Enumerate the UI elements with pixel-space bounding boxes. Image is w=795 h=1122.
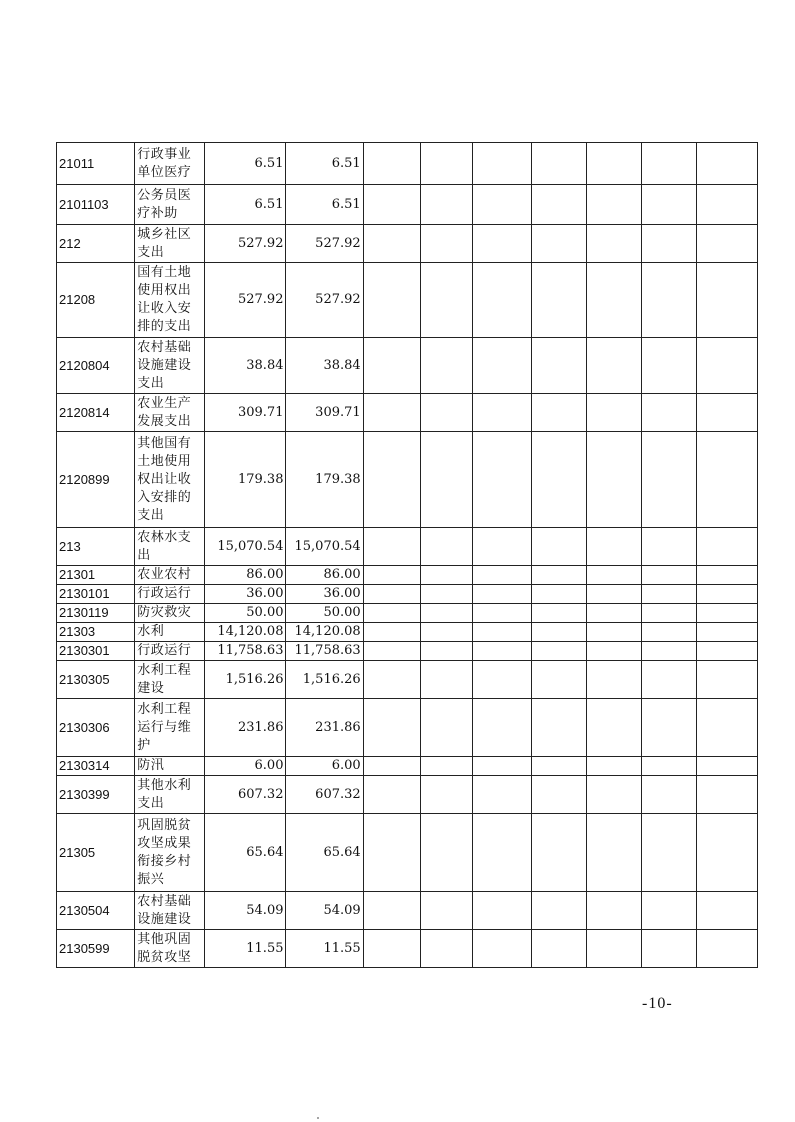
empty-cell <box>421 432 473 528</box>
subject-name-cell: 农业生产发展支出 <box>135 394 205 432</box>
empty-cell <box>697 661 758 699</box>
empty-cell <box>363 661 420 699</box>
empty-cell <box>421 757 473 776</box>
amount-general-cell: 527.92 <box>286 263 363 338</box>
amount-total-cell: 309.71 <box>205 394 286 432</box>
amount-general-cell: 38.84 <box>286 338 363 394</box>
amount-total-cell: 231.86 <box>205 699 286 757</box>
empty-cell <box>473 604 531 623</box>
table-body <box>57 143 758 968</box>
empty-cell <box>421 394 473 432</box>
empty-cell <box>421 930 473 968</box>
empty-cell <box>473 185 531 225</box>
amount-general-cell: 36.00 <box>286 585 363 604</box>
empty-cell <box>363 585 420 604</box>
empty-cell <box>363 432 420 528</box>
empty-cell <box>697 263 758 338</box>
amount-general-cell: 607.32 <box>286 776 363 814</box>
amount-total-cell: 14,120.08 <box>205 623 286 642</box>
empty-cell <box>642 699 697 757</box>
amount-total-cell: 6.51 <box>205 185 286 225</box>
subject-name-cell: 巩固脱贫攻坚成果衔接乡村振兴 <box>135 814 205 892</box>
empty-cell <box>473 143 531 185</box>
empty-cell <box>697 930 758 968</box>
empty-cell <box>473 394 531 432</box>
empty-cell <box>586 699 641 757</box>
empty-cell <box>642 394 697 432</box>
subject-name-cell: 防汛 <box>135 757 205 776</box>
subject-name-cell: 公务员医疗补助 <box>135 185 205 225</box>
empty-cell <box>642 225 697 263</box>
empty-cell <box>642 604 697 623</box>
empty-cell <box>531 776 586 814</box>
empty-cell <box>473 263 531 338</box>
empty-cell <box>421 263 473 338</box>
empty-cell <box>531 623 586 642</box>
amount-general-cell: 50.00 <box>286 604 363 623</box>
empty-cell <box>531 338 586 394</box>
empty-cell <box>363 642 420 661</box>
subject-name-cell: 农村基础设施建设 <box>135 892 205 930</box>
empty-cell <box>586 757 641 776</box>
amount-total-cell: 36.00 <box>205 585 286 604</box>
table-row <box>57 338 758 394</box>
empty-cell <box>642 585 697 604</box>
empty-cell <box>363 225 420 263</box>
empty-cell <box>531 263 586 338</box>
table-row <box>57 930 758 968</box>
empty-cell <box>421 642 473 661</box>
empty-cell <box>586 892 641 930</box>
empty-cell <box>697 892 758 930</box>
empty-cell <box>421 661 473 699</box>
amount-total-cell: 527.92 <box>205 225 286 263</box>
amount-total-cell: 1,516.26 <box>205 661 286 699</box>
empty-cell <box>531 185 586 225</box>
subject-name-cell: 农林水支出 <box>135 528 205 566</box>
empty-cell <box>642 757 697 776</box>
empty-cell <box>531 892 586 930</box>
empty-cell <box>586 776 641 814</box>
empty-cell <box>642 892 697 930</box>
empty-cell <box>473 930 531 968</box>
empty-cell <box>421 892 473 930</box>
empty-cell <box>531 642 586 661</box>
empty-cell <box>531 814 586 892</box>
empty-cell <box>473 757 531 776</box>
empty-cell <box>697 143 758 185</box>
empty-cell <box>697 225 758 263</box>
subject-code-cell: 2130399 <box>57 776 135 814</box>
empty-cell <box>473 432 531 528</box>
subject-code-cell: 21301 <box>57 566 135 585</box>
subject-code-cell: 2130314 <box>57 757 135 776</box>
empty-cell <box>473 566 531 585</box>
empty-cell <box>642 566 697 585</box>
subject-code-cell: 2130301 <box>57 642 135 661</box>
empty-cell <box>531 661 586 699</box>
subject-name-cell: 行政运行 <box>135 642 205 661</box>
empty-cell <box>697 623 758 642</box>
empty-cell <box>421 623 473 642</box>
empty-cell <box>363 930 420 968</box>
subject-code-cell: 2130306 <box>57 699 135 757</box>
empty-cell <box>363 892 420 930</box>
empty-cell <box>531 604 586 623</box>
empty-cell <box>586 604 641 623</box>
amount-total-cell: 607.32 <box>205 776 286 814</box>
empty-cell <box>473 623 531 642</box>
amount-total-cell: 11.55 <box>205 930 286 968</box>
subject-code-cell: 212 <box>57 225 135 263</box>
empty-cell <box>473 225 531 263</box>
table-row <box>57 604 758 623</box>
amount-general-cell: 179.38 <box>286 432 363 528</box>
empty-cell <box>586 432 641 528</box>
empty-cell <box>473 892 531 930</box>
subject-name-cell: 农村基础设施建设支出 <box>135 338 205 394</box>
empty-cell <box>697 585 758 604</box>
scan-speck <box>317 1117 319 1119</box>
empty-cell <box>697 394 758 432</box>
subject-name-cell: 其他水利支出 <box>135 776 205 814</box>
empty-cell <box>586 642 641 661</box>
subject-code-cell: 2130305 <box>57 661 135 699</box>
amount-total-cell: 179.38 <box>205 432 286 528</box>
empty-cell <box>586 185 641 225</box>
table-row <box>57 263 758 338</box>
table-row <box>57 143 758 185</box>
empty-cell <box>642 814 697 892</box>
subject-name-cell: 防灾救灾 <box>135 604 205 623</box>
subject-name-cell: 行政运行 <box>135 585 205 604</box>
amount-general-cell: 6.51 <box>286 143 363 185</box>
amount-general-cell: 86.00 <box>286 566 363 585</box>
empty-cell <box>586 528 641 566</box>
subject-name-cell: 行政事业单位医疗 <box>135 143 205 185</box>
empty-cell <box>586 930 641 968</box>
empty-cell <box>642 185 697 225</box>
subject-name-cell: 农业农村 <box>135 566 205 585</box>
empty-cell <box>586 225 641 263</box>
amount-total-cell: 65.64 <box>205 814 286 892</box>
empty-cell <box>421 528 473 566</box>
subject-name-cell: 其他国有土地使用权出让收入安排的支出 <box>135 432 205 528</box>
empty-cell <box>363 263 420 338</box>
table-row <box>57 185 758 225</box>
empty-cell <box>473 338 531 394</box>
table-row <box>57 892 758 930</box>
empty-cell <box>421 585 473 604</box>
empty-cell <box>697 642 758 661</box>
empty-cell <box>697 566 758 585</box>
subject-code-cell: 2130599 <box>57 930 135 968</box>
empty-cell <box>531 432 586 528</box>
subject-name-cell: 水利工程建设 <box>135 661 205 699</box>
empty-cell <box>363 623 420 642</box>
subject-code-cell: 21011 <box>57 143 135 185</box>
empty-cell <box>642 432 697 528</box>
amount-general-cell: 11,758.63 <box>286 642 363 661</box>
amount-total-cell: 6.00 <box>205 757 286 776</box>
empty-cell <box>473 699 531 757</box>
table-row <box>57 776 758 814</box>
empty-cell <box>363 528 420 566</box>
subject-code-cell: 21305 <box>57 814 135 892</box>
subject-code-cell: 2130119 <box>57 604 135 623</box>
amount-total-cell: 54.09 <box>205 892 286 930</box>
empty-cell <box>697 699 758 757</box>
table-row <box>57 225 758 263</box>
empty-cell <box>363 338 420 394</box>
subject-name-cell: 其他巩固脱贫攻坚 <box>135 930 205 968</box>
empty-cell <box>421 776 473 814</box>
subject-code-cell: 21208 <box>57 263 135 338</box>
empty-cell <box>473 661 531 699</box>
empty-cell <box>421 143 473 185</box>
empty-cell <box>473 776 531 814</box>
table-row <box>57 642 758 661</box>
amount-general-cell: 1,516.26 <box>286 661 363 699</box>
table-row <box>57 585 758 604</box>
empty-cell <box>363 394 420 432</box>
subject-code-cell: 2120899 <box>57 432 135 528</box>
empty-cell <box>697 604 758 623</box>
empty-cell <box>586 585 641 604</box>
table-row <box>57 566 758 585</box>
empty-cell <box>642 263 697 338</box>
empty-cell <box>697 776 758 814</box>
empty-cell <box>642 623 697 642</box>
table-row <box>57 661 758 699</box>
empty-cell <box>697 185 758 225</box>
empty-cell <box>531 930 586 968</box>
table-row <box>57 623 758 642</box>
empty-cell <box>531 528 586 566</box>
empty-cell <box>697 814 758 892</box>
empty-cell <box>363 814 420 892</box>
amount-general-cell: 231.86 <box>286 699 363 757</box>
empty-cell <box>531 585 586 604</box>
empty-cell <box>586 394 641 432</box>
empty-cell <box>363 757 420 776</box>
table-row <box>57 528 758 566</box>
empty-cell <box>473 528 531 566</box>
amount-total-cell: 15,070.54 <box>205 528 286 566</box>
amount-general-cell: 54.09 <box>286 892 363 930</box>
subject-name-cell: 国有土地使用权出让收入安排的支出 <box>135 263 205 338</box>
empty-cell <box>586 143 641 185</box>
empty-cell <box>531 699 586 757</box>
empty-cell <box>531 757 586 776</box>
empty-cell <box>421 225 473 263</box>
amount-general-cell: 15,070.54 <box>286 528 363 566</box>
empty-cell <box>642 776 697 814</box>
empty-cell <box>586 661 641 699</box>
empty-cell <box>421 604 473 623</box>
subject-name-cell: 水利工程运行与维护 <box>135 699 205 757</box>
empty-cell <box>363 776 420 814</box>
amount-total-cell: 86.00 <box>205 566 286 585</box>
amount-general-cell: 11.55 <box>286 930 363 968</box>
amount-general-cell: 14,120.08 <box>286 623 363 642</box>
subject-code-cell: 2120804 <box>57 338 135 394</box>
subject-name-cell: 水利 <box>135 623 205 642</box>
empty-cell <box>363 185 420 225</box>
page-number: -10- <box>642 995 673 1012</box>
subject-code-cell: 2130101 <box>57 585 135 604</box>
amount-total-cell: 50.00 <box>205 604 286 623</box>
empty-cell <box>531 566 586 585</box>
table-row <box>57 394 758 432</box>
empty-cell <box>421 338 473 394</box>
amount-general-cell: 65.64 <box>286 814 363 892</box>
amount-total-cell: 527.92 <box>205 263 286 338</box>
table-row <box>57 814 758 892</box>
subject-code-cell: 2130504 <box>57 892 135 930</box>
amount-general-cell: 527.92 <box>286 225 363 263</box>
empty-cell <box>697 432 758 528</box>
amount-total-cell: 6.51 <box>205 143 286 185</box>
subject-code-cell: 213 <box>57 528 135 566</box>
amount-total-cell: 38.84 <box>205 338 286 394</box>
empty-cell <box>642 930 697 968</box>
empty-cell <box>642 338 697 394</box>
empty-cell <box>531 143 586 185</box>
empty-cell <box>363 604 420 623</box>
table-row <box>57 432 758 528</box>
empty-cell <box>642 143 697 185</box>
empty-cell <box>586 338 641 394</box>
empty-cell <box>642 661 697 699</box>
empty-cell <box>473 642 531 661</box>
subject-name-cell: 城乡社区支出 <box>135 225 205 263</box>
empty-cell <box>363 566 420 585</box>
subject-code-cell: 2120814 <box>57 394 135 432</box>
table-row <box>57 699 758 757</box>
empty-cell <box>421 699 473 757</box>
empty-cell <box>421 566 473 585</box>
amount-general-cell: 6.51 <box>286 185 363 225</box>
budget-table <box>56 142 758 968</box>
empty-cell <box>642 642 697 661</box>
empty-cell <box>586 623 641 642</box>
empty-cell <box>586 814 641 892</box>
amount-total-cell: 11,758.63 <box>205 642 286 661</box>
empty-cell <box>473 585 531 604</box>
amount-general-cell: 6.00 <box>286 757 363 776</box>
empty-cell <box>363 699 420 757</box>
empty-cell <box>421 814 473 892</box>
empty-cell <box>697 338 758 394</box>
amount-general-cell: 309.71 <box>286 394 363 432</box>
empty-cell <box>697 757 758 776</box>
empty-cell <box>363 143 420 185</box>
empty-cell <box>586 566 641 585</box>
table-row <box>57 757 758 776</box>
empty-cell <box>697 528 758 566</box>
empty-cell <box>421 185 473 225</box>
subject-code-cell: 2101103 <box>57 185 135 225</box>
empty-cell <box>642 528 697 566</box>
empty-cell <box>473 814 531 892</box>
empty-cell <box>586 263 641 338</box>
empty-cell <box>531 225 586 263</box>
empty-cell <box>531 394 586 432</box>
subject-code-cell: 21303 <box>57 623 135 642</box>
